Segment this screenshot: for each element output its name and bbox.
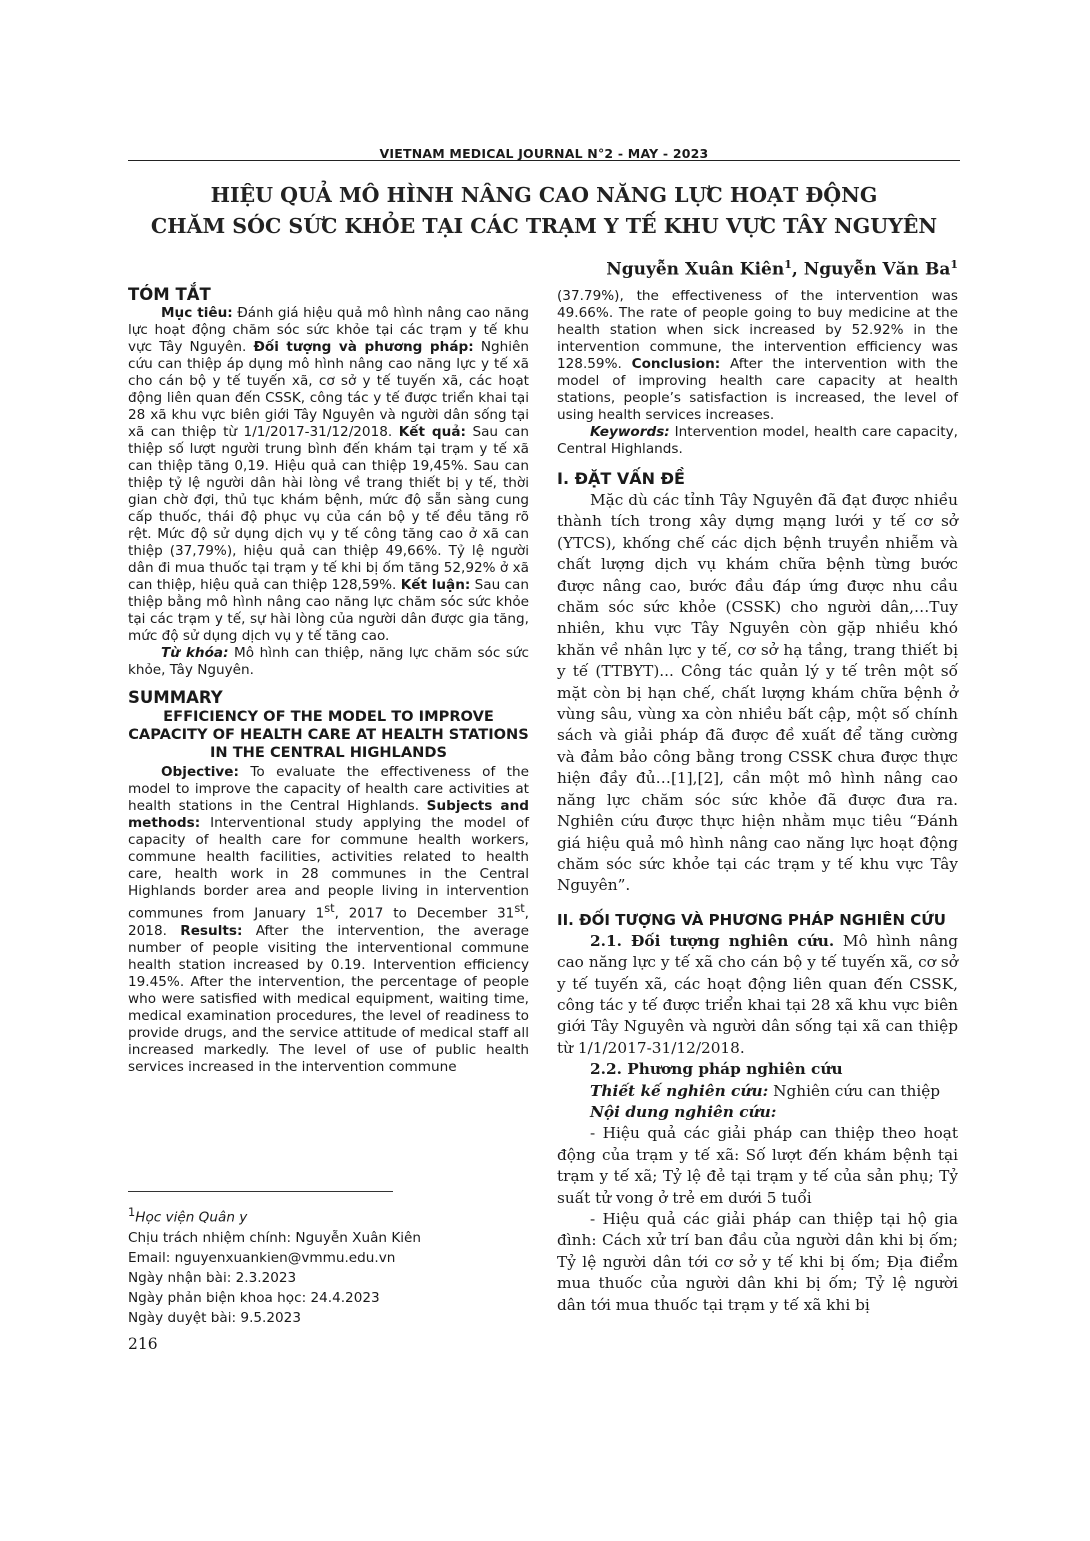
- tu-khoa-text: Mô hình can thiệp, năng lực chăm sóc sức khỏe, Tây Nguyên.: [128, 645, 529, 678]
- results-text-b: (37.79%), the effectiveness of the intervention was 49.66%. The rate of people going to buy medicine at the health station when sick increased by 52.92% in the intervention commune, the intervention efficiency was 128.59%.: [557, 288, 958, 372]
- results-text-a: After the intervention, the average number of people visiting the interventional commune health station increased by 0.19. Intervention efficiency 19.45%. After the intervention, the percentage of people who were satisfied with medical equipment, waiting time, medical examination procedures, the level of readiness to provide drugs, and the service attitude of medical staff all increased markedly. The level of use of public health services increased in the intervention commune: [128, 922, 529, 1075]
- title-line-2: CHĂM SÓC SỨC KHỎE TẠI CÁC TRẠM Y TẾ KHU VỰC TÂY NGUYÊN: [150, 214, 938, 238]
- title-line-1: HIỆU QUẢ MÔ HÌNH NÂNG CAO NĂNG LỰC HOẠT ĐỘNG: [210, 183, 878, 207]
- author-1: Nguyễn Xuân Kiên: [606, 259, 785, 280]
- affiliation-sup: 1: [128, 1205, 136, 1219]
- keywords: [557, 424, 958, 458]
- author-1-sup: 1: [784, 258, 792, 271]
- section-1-text: Mặc dù các tỉnh Tây Nguyên đã đạt được nhiều thành tích trong xây dựng mạng lưới y tế cơ sở (YTCS), khống chế các dịch bệnh truyền nhiễm và chất lượng dịch vụ khám chữa bệnh từng bước được nâng cao, bước đầu đáp ứng được nhu cầu chăm sóc sức khỏe (CSSK) cho người dân,…Tuy nhiên, khu vực Tây Nguyên còn gặp nhiều khó khăn về nhân lực y tế, cơ sở hạ tầng, trang thiết bị y tế (TTBYT)... Công tác quản lý y tế trên một số mặt còn bị hạn chế, chất lượng khám chữa bệnh ở vùng sâu, vùng xa còn nhiều bất cập, một số chính sách và giải pháp đã được đề xuất để tăng cường và đảm bảo công bằng trong CSSK chưa được thực hiện đầy đủ…[1],[2], cần một mô hình nâng cao năng lực chăm sóc sức khỏe đã được đưa ra. Nghiên cứu được thực hiện nhằm mục tiêu “Đánh giá hiệu quả mô hình nâng cao năng lực hoạt động chăm sóc sức khỏe tại các trạm y tế khu vực Tây Nguyên”.: [557, 491, 958, 895]
- objective-text: To evaluate the effectiveness of the model to improve the capacity of health care activities at health stations in the Central Highlands.: [128, 764, 529, 814]
- right-column: [557, 288, 958, 1316]
- muc-tieu-label: Mục tiêu:: [161, 305, 233, 321]
- ket-qua-label: Kết quả:: [398, 424, 466, 440]
- subjects-text-c: , 2018.: [128, 905, 529, 939]
- footnote-rule: [128, 1191, 393, 1192]
- affiliation: [128, 1202, 528, 1228]
- received-date: Ngày nhận bài: 2.3.2023: [128, 1269, 297, 1286]
- ket-luan-label: Kết luận:: [400, 577, 471, 593]
- subjects-text-b: , 2017 to December 31: [334, 905, 515, 922]
- keywords-text: Intervention model, health care capacity, Central Highlands.: [557, 424, 958, 457]
- design: [557, 1081, 958, 1102]
- tu-khoa: [128, 645, 529, 679]
- muc-tieu-text: Đánh giá hiệu quả mô hình nâng cao năng lực hoạt động chăm sóc sức khỏe tại các trạm y tế khu vực Tây Nguyên.: [128, 305, 529, 355]
- left-column: [128, 286, 529, 1076]
- author-2-sup: 1: [950, 258, 958, 271]
- objective-label: Objective:: [161, 764, 239, 780]
- summary-title: EFFICIENCY OF THE MODEL TO IMPROVE CAPACITY OF HEALTH CARE AT HEALTH STATIONS IN THE CENTRAL HIGHLANDS: [128, 708, 529, 761]
- section-2-1-text: Mô hình nâng cao năng lực y tế xã cho cán bộ y tế tuyến xã, cơ sở y tế tuyến xã, các hoạt động liên quan đến CSSK, công tác y tế được triển khai tại 28 xã khu vực biên giới Tây Nguyên và người dân sống tại xã can thiệp từ 1/1/2017-31/12/2018.: [557, 931, 958, 1057]
- conclusion-text: After the intervention with the model of improving health care capacity at health stations, people’s satisfaction is increased, the level of using health services increases.: [557, 356, 959, 423]
- tomtat-heading: TÓM TẮT: [128, 285, 211, 304]
- summary-body: [128, 764, 529, 1076]
- keywords-label: Keywords:: [590, 424, 670, 440]
- reviewed-date: Ngày phản biện khoa học: 24.4.2023: [128, 1289, 380, 1306]
- subjects-sup-1: st: [324, 901, 335, 915]
- journal-header: VIETNAM MEDICAL JOURNAL N°2 - MAY - 2023: [379, 146, 709, 161]
- results-label: Results:: [180, 922, 243, 939]
- summary-body-continued: [557, 288, 958, 424]
- tu-khoa-label: Từ khóa:: [161, 645, 229, 661]
- subjects-sup-2: st: [514, 901, 525, 915]
- section-2-1-label: 2.1. Đối tượng nghiên cứu.: [590, 931, 835, 950]
- conclusion-label: Conclusion:: [631, 356, 721, 372]
- ket-qua-text: Sau can thiệp số lượt người trung bình đến khám tại trạm y tế xã can thiệp tăng 0,19. Hiệu quả can thiệp 19,45%. Sau can thiệp tỷ lệ người dân hài lòng về trang thiết bị y tế, thời gian chờ đợi, thủ tục khám bệnh, mức độ sẵn sàng cung cấp thuốc, thái độ phục vụ của cán bộ y tế đều tăng rõ rệt. Mức độ sử dụng dịch vụ y tế công tăng cao ở xã can thiệp (37,79%), hiệu quả can thiệp 49,66%. Tỷ lệ người dân đi mua thuốc tại trạm y tế khi bị ốm tăng 52,92% ở xã can thiệp, hiệu quả can thiệp 128,59%.: [128, 424, 529, 593]
- header-rule: [128, 160, 960, 161]
- accepted-date: Ngày duyệt bài: 9.5.2023: [128, 1309, 301, 1326]
- authors: Nguyễn Xuân Kiên$^1$, Nguyễn Văn Ba$^1$: [606, 258, 958, 280]
- summary-heading: SUMMARY: [128, 688, 223, 707]
- design-label: Thiết kế nghiên cứu:: [590, 1081, 769, 1100]
- section-2-2-label: 2.2. Phương pháp nghiên cứu: [590, 1060, 843, 1079]
- subjects-text-a: Interventional study applying the model of capacity of health care for commune health workers, commune health facilities, activities related to health care, health work in 28 communes in the Central Highlands border area and people living in intervention communes from January 1: [128, 815, 529, 922]
- ket-luan-text: Sau can thiệp bằng mô hình nâng cao năng lực chăm sóc sức khỏe tại các trạm y tế, sự hài lòng của người dân được gia tăng, mức độ sử dụng dịch vụ y tế tăng cao.: [128, 577, 529, 644]
- subjects-label: Subjects and methods:: [128, 798, 529, 831]
- design-text: Nghiên cứu can thiệp: [768, 1081, 941, 1100]
- section-1-heading: I. ĐẶT VẤN ĐỀ: [557, 469, 685, 488]
- bullet-1: - Hiệu quả các giải pháp can thiệp theo hoạt động của trạm y tế xã: Số lượt đến khám bệnh tại trạm y tế xã; Tỷ lệ đẻ tại trạm y tế của sản phụ; Tỷ suất tử vong ở trẻ em dưới 5 tuổi: [557, 1124, 958, 1207]
- email: Email: nguyenxuankien@vmmu.edu.vn: [128, 1249, 396, 1266]
- page-number: 216: [128, 1335, 158, 1353]
- section-2-1: [557, 931, 958, 1059]
- responsible-author: Chịu trách nhiệm chính: Nguyễn Xuân Kiên: [128, 1229, 422, 1246]
- content-label: Nội dung nghiên cứu:: [590, 1102, 777, 1121]
- bullet-2: - Hiệu quả các giải pháp can thiệp tại hộ gia đình: Cách xử trí ban đầu của người dân khi bị ốm; Tỷ lệ người dân tới cơ sở y tế khi bị ốm; Địa điểm mua thuốc của người dân khi bị ốm; Tỷ lệ người dân tới mua thuốc tại trạm y tế xã khi bị: [557, 1210, 958, 1314]
- author-2: Nguyễn Văn Ba: [803, 259, 951, 280]
- footnotes: [128, 1202, 528, 1328]
- section-2-heading: II. ĐỐI TƯỢNG VÀ PHƯƠNG PHÁP NGHIÊN CỨU: [557, 910, 946, 929]
- affiliation-text: Học viện Quân y: [135, 1209, 248, 1226]
- tomtat-body: [128, 305, 529, 645]
- doi-tuong-label: Đối tượng và phương pháp:: [253, 339, 474, 355]
- doi-tuong-text: Nghiên cứu can thiệp áp dụng mô hình nâng cao năng lực y tế xã cho cán bộ y tế tuyến xã, cơ sở y tế tuyến xã, các hoạt động liên quan đến CSSK, công tác y tế được triển khai tại 28 xã khu vực biên giới Tây Nguyên và người dân sống tại xã can thiệp từ 1/1/2017-31/12/2018.: [128, 339, 529, 440]
